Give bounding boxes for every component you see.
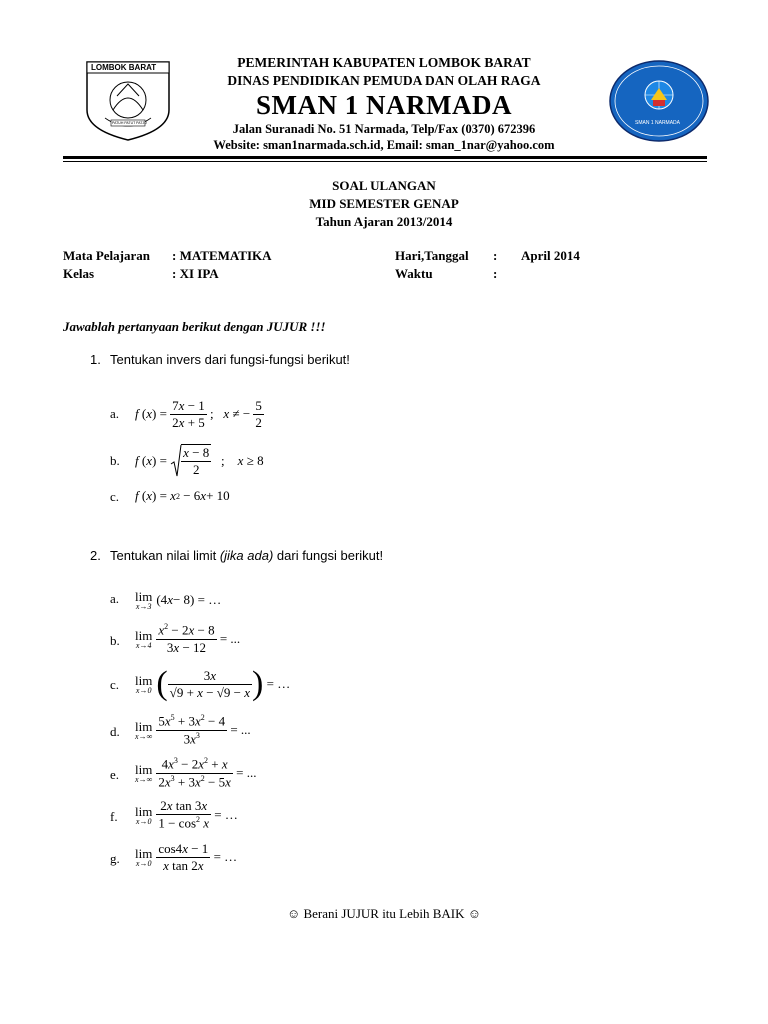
footer-motto: ☺ Berani JUJUR itu Lebih BAIK ☺ — [286, 906, 482, 921]
q1b-label: b. — [110, 453, 120, 468]
header-government: PEMERINTAH KABUPATEN LOMBOK BARAT — [237, 55, 531, 70]
academic-year: Tahun Ajaran 2013/2014 — [315, 214, 453, 229]
school-contact: Website: sman1narmada.sch.id, Email: sman_1nar@yahoo.com — [213, 138, 555, 152]
header-rule-thick — [63, 156, 707, 159]
q1-number: 1. — [90, 352, 101, 367]
date-colon: : — [493, 248, 498, 263]
q2f-formula: lim x→0 $\frac{\text{2x tan 3x}}{1 - \cos^2 x}$ = … — [135, 798, 238, 831]
q2a-formula: lim x→3 (4 x − 8) = … — [135, 588, 222, 611]
subject-label: Mata Pelajaran — [63, 248, 151, 263]
q1a-formula: f ( x ) = $\frac{7x - 1}{2x + 5}$ ; x ≠ − $\frac{5}{2}$ — [135, 397, 262, 430]
header-department: DINAS PENDIDIKAN PEMUDA DAN OLAH RAGA — [227, 73, 541, 88]
q2-number: 2. — [90, 548, 101, 563]
school-name: SMAN 1 NARMADA — [256, 90, 512, 120]
q1c-formula: f ( x ) = x 2 − 6 x + 10 — [135, 488, 230, 503]
q2d-formula: lim x→∞ $\frac{5x^5 + 3x^2 - 4}{3x^3}$ = ... — [135, 713, 251, 746]
date-value: April 2014 — [521, 248, 580, 263]
logo-text: LOMBOK BARAT — [91, 63, 157, 72]
class-label: Kelas — [63, 266, 95, 281]
instruction: Jawablah pertanyaan berikut dengan JUJUR !!! — [63, 319, 326, 334]
q2d-label: d. — [110, 724, 120, 739]
q2-text-italic: (jika ada) — [219, 548, 274, 563]
q1-text: Tentukan invers dari fungsi-fungsi berikut! — [110, 352, 350, 367]
exam-title: SOAL ULANGAN — [332, 178, 436, 193]
date-label: Hari,Tanggal — [395, 248, 469, 263]
q2-text-after: dari fungsi berikut! — [273, 548, 384, 563]
q1b-formula: f ( x ) = $\frac{x - 8}{2}$ ; x ≥ 8 — [135, 445, 264, 477]
q2e-formula: lim x→∞ $\frac{4x^3 - 2x^2 + x}{2x^3 + 3x^2 - 5x}$ = ... — [135, 756, 257, 789]
q1a-label: a. — [110, 406, 120, 421]
q2a-label: a. — [110, 591, 120, 606]
q2b-formula: lim x→4 $\frac{x^2 - 2x - 8}{3x - 12}$ = ... — [135, 622, 241, 655]
q2c-label: c. — [110, 677, 120, 692]
q2b-label: b. — [110, 633, 120, 648]
q2f-label: f. — [110, 809, 118, 824]
q2-text-before: Tentukan nilai limit — [110, 548, 220, 563]
q2g-label: g. — [110, 851, 120, 866]
subject-value: : MATEMATIKA — [172, 248, 272, 263]
header-rule-thin — [63, 161, 707, 162]
q2-text — [110, 548, 383, 563]
time-label: Waktu — [395, 266, 433, 281]
exam-subtitle: MID SEMESTER GENAP — [309, 196, 459, 211]
time-colon: : — [493, 266, 498, 281]
right-logo-text: SMAN 1 NARMADA — [635, 120, 681, 126]
q2e-label: e. — [110, 767, 120, 782]
logo-motto: PATUH PATUT PATJU — [112, 121, 147, 125]
q2g-formula: lim x→0 $\frac{\cos 4x - 1}{\text{x tan 2x}}$ = … — [135, 840, 238, 873]
q1c-label: c. — [110, 489, 120, 504]
class-value: : XI IPA — [172, 266, 219, 281]
school-address: Jalan Suranadi No. 51 Narmada, Telp/Fax (0370) 672396 — [232, 122, 536, 136]
q2c-formula: lim x→0 ( $\frac{3x}{√9 + x - √9 - x}$ ) = … — [135, 665, 291, 702]
